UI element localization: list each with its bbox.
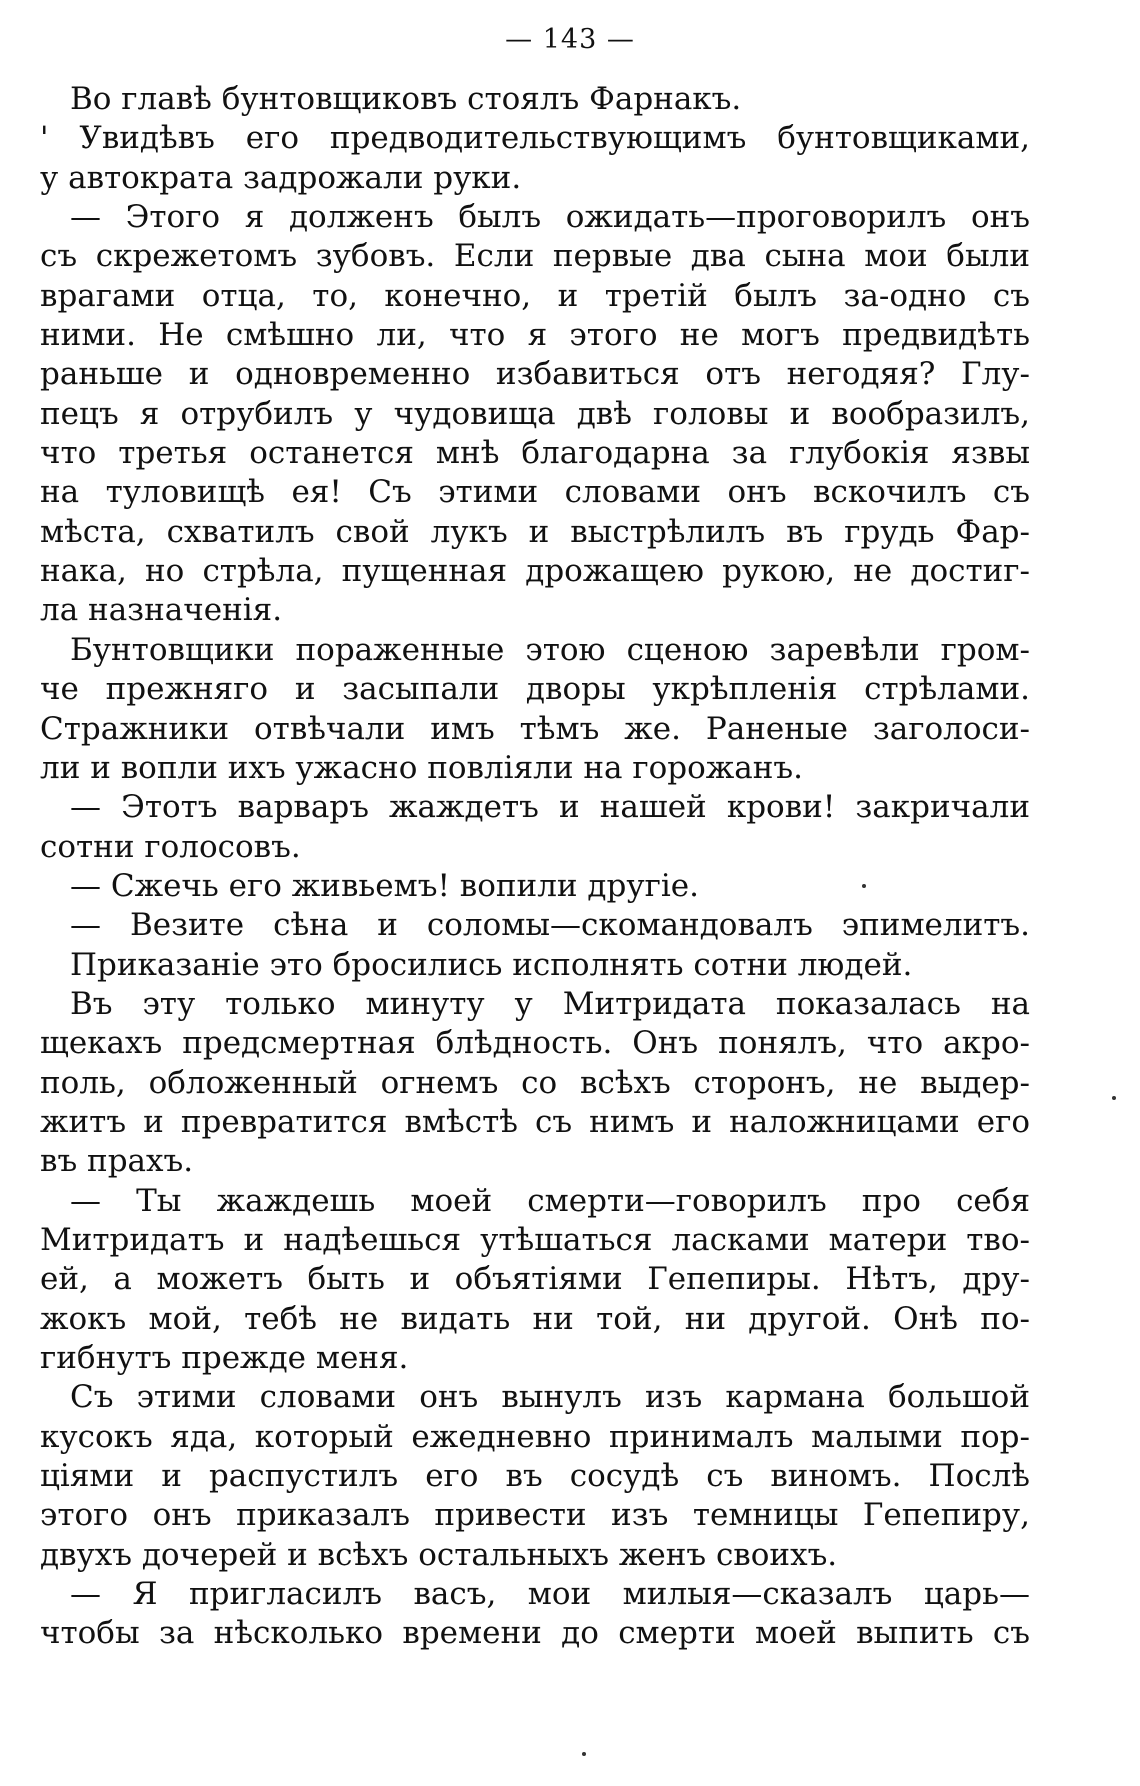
text-line: врагами отца, то, конечно, и третій былъ за-одно съ: [40, 277, 1030, 314]
text-line: мѣста, схватилъ свой лукъ и выстрѣлилъ въ грудь Фар-: [40, 513, 1030, 550]
text-line: — Этотъ варваръ жаждетъ и нашей крови! закричали: [70, 789, 1030, 826]
text-line: Стражники отвѣчали имъ тѣмъ же. Раненые заголоси-: [40, 710, 1030, 747]
text-line: — Я пригласилъ васъ, мои милыя—сказалъ царь—: [70, 1576, 1030, 1613]
body-text: [40, 80, 1030, 1654]
text-line: что третья останется мнѣ благодарна за глубокія язвы: [40, 435, 1030, 472]
ink-speck: [1112, 1096, 1116, 1100]
text-line: кусокъ яда, который ежедневно принималъ малыми пор-: [40, 1418, 1030, 1455]
text-line: ла назначенія.: [40, 592, 283, 629]
text-line: двухъ дочерей и всѣхъ остальныхъ женъ своихъ.: [40, 1536, 838, 1573]
text-line: этого онъ приказалъ привести изъ темницы Гепепиру,: [40, 1497, 1030, 1534]
text-line: на туловищѣ ея! Съ этими словами онъ вскочилъ съ: [40, 474, 1030, 511]
ink-speck: [862, 884, 866, 888]
text-line: Съ этими словами онъ вынулъ изъ кармана большой: [70, 1379, 1030, 1416]
text-line: съ скрежетомъ зубовъ. Если первые два сына мои были: [40, 238, 1030, 275]
text-line: че прежняго и засыпали дворы укрѣпленія стрѣлами.: [40, 671, 1030, 708]
text-line: ей, а можетъ быть и объятіями Гепепиры. Нѣтъ, дру-: [40, 1261, 1030, 1298]
text-line: гибнутъ прежде меня.: [40, 1340, 409, 1376]
page-number: — 143 —: [505, 24, 635, 55]
text-line: — Везите сѣна и соломы—скомандовалъ эпимелитъ.: [70, 907, 1030, 944]
text-line: раньше и одновременно избавиться отъ негодяя? Глу-: [40, 356, 1030, 393]
text-line: чтобы за нѣсколько времени до смерти моей выпить съ: [40, 1615, 1030, 1652]
text-line: ними. Не смѣшно ли, что я этого не могъ предвидѣть: [40, 317, 1030, 354]
text-line: Бунтовщики пораженные этою сценою заревѣли гром-: [70, 631, 1030, 668]
text-line: щекахъ предсмертная блѣдность. Онъ понялъ, что акро-: [40, 1025, 1030, 1062]
text-line: Митридатъ и надѣешься утѣшаться ласками матери тво-: [40, 1221, 1030, 1258]
ink-speck: [582, 1752, 586, 1756]
text-line: поль, обложенный огнемъ со всѣхъ сторонъ, не выдер-: [40, 1064, 1030, 1101]
text-line: — Ты жаждешь моей смерти—говорилъ про себя: [70, 1182, 1030, 1219]
text-line: пецъ я отрубилъ у чудовища двѣ головы и вообразилъ,: [40, 395, 1030, 432]
text-line: жокъ мой, тебѣ не видать ни той, ни другой. Онѣ по-: [40, 1300, 1030, 1337]
text-line: нака, но стрѣла, пущенная дрожащею рукою, не достиг-: [40, 553, 1030, 590]
text-line: сотни голосовъ.: [40, 828, 301, 865]
text-line: у автократа задрожали руки.: [40, 159, 522, 196]
text-line: Въ эту только минуту у Митридата показалась на: [70, 985, 1030, 1022]
text-line: ' Увидѣвъ его предводительствующимъ бунтовщиками,: [40, 120, 1030, 157]
text-line: — Сжечь его живьемъ! вопили другіе.: [70, 867, 699, 904]
text-line: ціями и распустилъ его въ сосудѣ съ виномъ. Послѣ: [40, 1458, 1030, 1495]
text-line: житъ и превратится вмѣстѣ съ нимъ и наложницами его: [40, 1103, 1030, 1140]
text-line: въ прахъ.: [40, 1143, 194, 1180]
text-line: — Этого я долженъ былъ ожидать—проговорилъ онъ: [70, 199, 1030, 236]
text-line: Приказаніе это бросились исполнять сотни людей.: [70, 946, 913, 983]
text-line: Во главѣ бунтовщиковъ стоялъ Фарнакъ.: [70, 81, 742, 117]
text-line: ли и вопли ихъ ужасно повліяли на горожанъ.: [40, 749, 804, 786]
